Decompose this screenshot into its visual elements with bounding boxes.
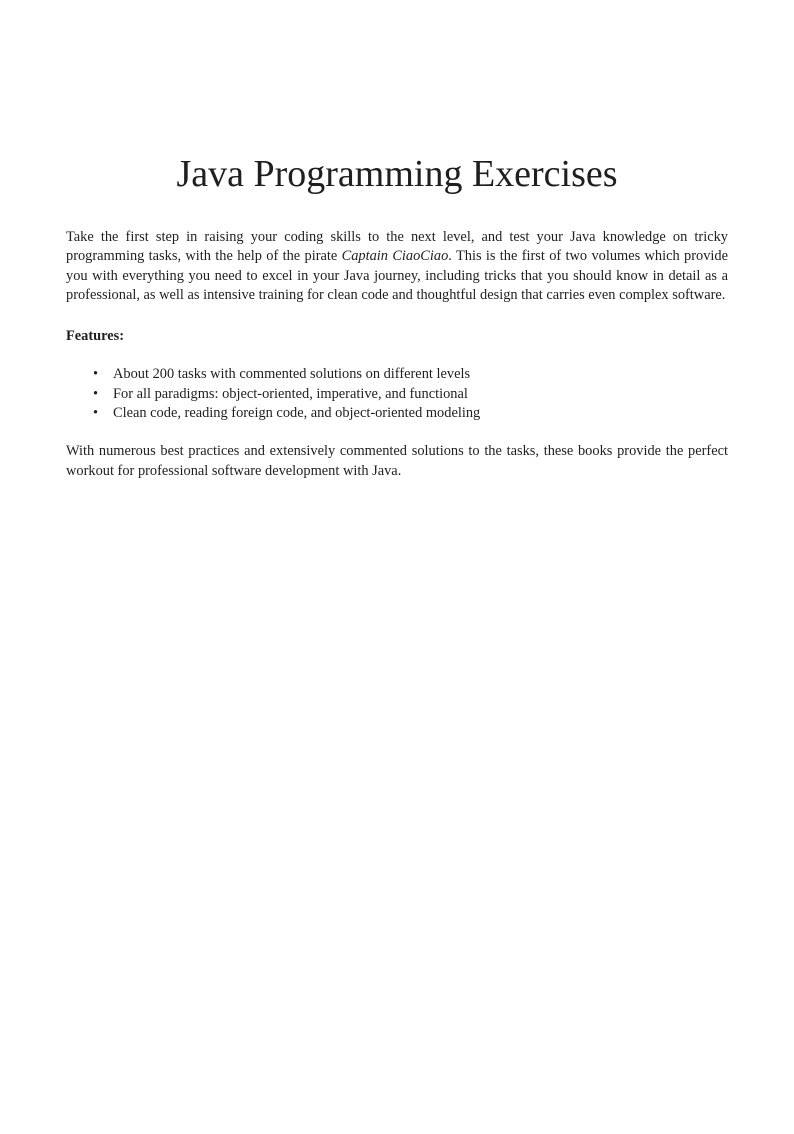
- bullet-icon: •: [93, 385, 99, 402]
- feature-item-label: About 200 tasks with commented solutions on different levels: [113, 366, 471, 383]
- feature-item: [66, 404, 728, 423]
- feature-item: [66, 385, 728, 404]
- intro-text-end: . This is the first of two volumes which provide you with everything you need to excel in your Java journey, including tricks that you should know in detail as a professional, as well as intensive training for clean code and thoughtful design that carries even complex software.: [66, 248, 728, 303]
- intro-text-start: Take the first step in raising your coding skills to the next level, and test your Java knowledge on tricky programming tasks, with the help of the pirate: [66, 229, 728, 265]
- document-body: [66, 228, 728, 481]
- closing-paragraph: With numerous best practices and extensively commented solutions to the tasks, these books provide the perfect workout for professional software development with Java.: [66, 443, 728, 479]
- bullet-icon: •: [93, 405, 99, 422]
- feature-item-label: For all paradigms: object-oriented, imperative, and functional: [113, 385, 468, 402]
- bullet-icon: •: [93, 366, 99, 383]
- features-heading: Features:: [66, 328, 125, 345]
- intro-paragraph: [66, 228, 728, 305]
- feature-item-label: Clean code, reading foreign code, and object-oriented modeling: [113, 405, 481, 422]
- feature-item: [66, 365, 728, 384]
- features-list: [66, 365, 728, 423]
- page-title: Java Programming Exercises: [176, 153, 618, 195]
- captain-name: Captain CiaoCiao: [341, 248, 449, 265]
